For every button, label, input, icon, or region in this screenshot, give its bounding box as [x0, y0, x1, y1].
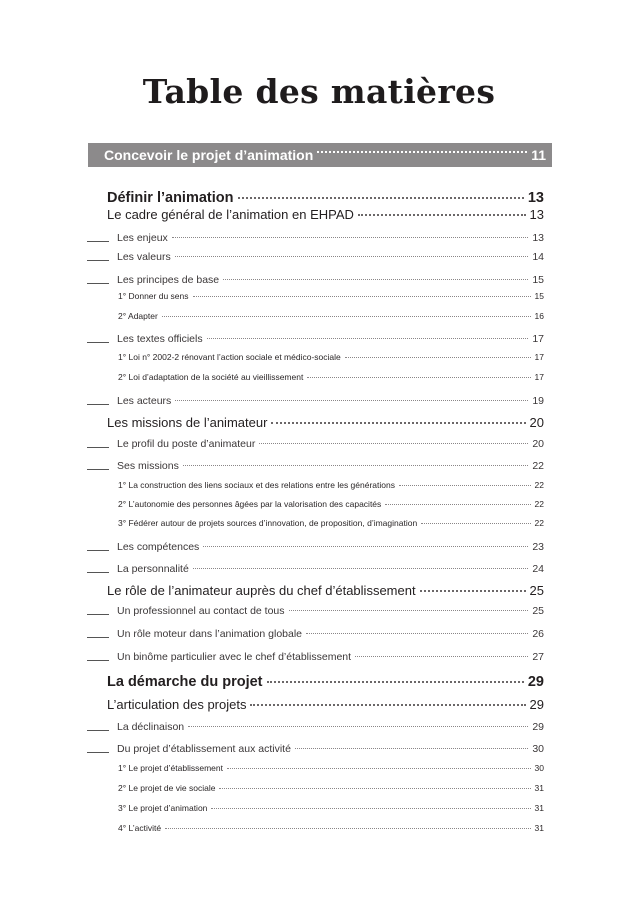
page-title: Table des matières	[142, 72, 496, 111]
toc-entry-label: 2° Loi d’adaptation de la société au vieillissement	[118, 372, 304, 382]
toc-entry-sub[interactable]	[117, 743, 544, 755]
dot-leader	[207, 338, 529, 339]
toc-entry-label: Les enjeux	[117, 232, 168, 244]
entry-dash	[87, 660, 109, 661]
dot-leader	[175, 256, 529, 257]
entry-dash	[87, 447, 109, 448]
dot-leader	[358, 214, 526, 216]
toc-entry-page-number: 13	[529, 207, 544, 222]
toc-entry-page-number: 24	[532, 563, 544, 575]
toc-entry-sub[interactable]	[117, 721, 544, 733]
toc-entry-sub[interactable]	[117, 438, 544, 450]
toc-entry-sub[interactable]	[117, 563, 544, 575]
toc-entry-pt[interactable]	[118, 499, 544, 509]
toc-entry-page-number: 22	[534, 480, 544, 490]
dot-leader	[295, 748, 528, 749]
dot-leader	[193, 568, 529, 569]
dot-leader	[385, 504, 530, 505]
toc-entry-sec[interactable]	[107, 207, 544, 222]
dot-leader	[223, 279, 528, 280]
toc-entry-label: Le profil du poste d’animateur	[117, 438, 256, 450]
toc-entry-sub[interactable]	[117, 651, 544, 663]
toc-entry-label: Les textes officiels	[117, 333, 203, 345]
toc-entry-sec[interactable]	[107, 415, 544, 430]
toc-entry-label: 2° L’autonomie des personnes âgées par la valorisation des capacités	[118, 499, 382, 509]
toc-entry-pt[interactable]	[118, 823, 544, 833]
toc-entry-page-number: 16	[534, 311, 544, 321]
entry-dash	[87, 260, 109, 261]
toc-entry-page-number: 29	[527, 674, 544, 690]
toc-entry-page-number: 13	[527, 190, 544, 206]
toc-entry-sub[interactable]	[117, 232, 544, 244]
entry-dash	[87, 283, 109, 284]
dot-leader	[175, 400, 528, 401]
toc-entry-label: Les compétences	[117, 541, 200, 553]
toc-entry-label: Un rôle moteur dans l’animation globale	[117, 628, 303, 640]
toc-entry-page-number: 27	[532, 651, 544, 663]
toc-entry-sub[interactable]	[117, 395, 544, 407]
entry-dash	[87, 730, 109, 731]
toc-entry-label: Les acteurs	[117, 395, 172, 407]
toc-entry-page-number: 17	[534, 372, 544, 382]
toc-entry-label: L’articulation des projets	[107, 697, 247, 712]
toc-entry-label: 3° Fédérer autour de projets sources d’innovation, de proposition, d’imagination	[118, 518, 418, 528]
dot-leader	[227, 768, 531, 769]
dot-leader	[259, 443, 528, 444]
toc-entry-page-number: 25	[532, 605, 544, 617]
toc-entry-label: Les valeurs	[117, 251, 171, 263]
toc-entry-page-number: 17	[534, 352, 544, 362]
dot-leader	[172, 237, 529, 238]
entry-dash	[87, 637, 109, 638]
toc-entry-label: Le rôle de l’animateur auprès du chef d’établissement	[107, 583, 416, 598]
toc-entry-page-number: 14	[532, 251, 544, 263]
toc-entry-page-number: 22	[532, 460, 544, 472]
toc-entry-label: La personnalité	[117, 563, 189, 575]
dot-leader	[267, 681, 524, 683]
dot-leader	[355, 656, 528, 657]
toc-entry-sub[interactable]	[117, 333, 544, 345]
toc-entry-page-number: 19	[532, 395, 544, 407]
dot-leader	[399, 485, 531, 486]
entry-dash	[87, 342, 109, 343]
toc-entry-label: Du projet d’établissement aux activité	[117, 743, 291, 755]
toc-entry-page-number: 13	[532, 232, 544, 244]
toc-entry-label: Un binôme particulier avec le chef d’établissement	[117, 651, 352, 663]
toc-entry-sec[interactable]	[107, 583, 544, 598]
entry-dash	[87, 241, 109, 242]
toc-entry-pt[interactable]	[118, 783, 544, 793]
dot-leader	[219, 788, 530, 789]
dot-leader	[271, 422, 525, 424]
toc-entry-chap[interactable]	[107, 190, 544, 206]
dot-leader	[306, 633, 528, 634]
toc-entry-page-number: 25	[529, 583, 544, 598]
toc-entry-page-number: 31	[534, 783, 544, 793]
toc-entry-label: La démarche du projet	[107, 674, 263, 690]
dot-leader	[188, 726, 528, 727]
toc-entry-sub[interactable]	[117, 274, 544, 286]
toc-entry-pt[interactable]	[118, 291, 544, 301]
toc-entry-label: Les missions de l’animateur	[107, 415, 268, 430]
toc-entry-label: 4° L’activité	[118, 823, 162, 833]
toc-entry-label: 1° Donner du sens	[118, 291, 189, 301]
toc-entry-pt[interactable]	[118, 803, 544, 813]
entry-dash	[87, 469, 109, 470]
entry-dash	[87, 614, 109, 615]
dot-leader	[250, 704, 525, 706]
toc-entry-page-number: 30	[534, 763, 544, 773]
toc-entry-sub[interactable]	[117, 460, 544, 472]
toc-entry-page-number: 26	[532, 628, 544, 640]
toc-entry-page-number: 15	[534, 291, 544, 301]
toc-entry-page-number: 22	[534, 518, 544, 528]
toc-entry-label: Un professionnel au contact de tous	[117, 605, 285, 617]
toc-entry-page-number: 31	[534, 803, 544, 813]
toc-entry-label: 1° Loi n° 2002-2 rénovant l’action sociale et médico-sociale	[118, 352, 341, 362]
dot-leader	[203, 546, 528, 547]
dot-leader	[307, 377, 530, 378]
toc-entry-label: Le cadre général de l’animation en EHPAD	[107, 207, 354, 222]
toc-entry-pt[interactable]	[118, 518, 544, 528]
toc-entry-page-number: 22	[534, 499, 544, 509]
toc-entry-label: 2° Adapter	[118, 311, 158, 321]
entry-dash	[87, 404, 109, 405]
toc-entry-page-number: 31	[534, 823, 544, 833]
toc-entry-page-number: 15	[532, 274, 544, 286]
toc-entry-label: Ses missions	[117, 460, 179, 472]
toc-entry-label: Définir l’animation	[107, 190, 234, 206]
entry-dash	[87, 572, 109, 573]
dot-leader	[193, 296, 531, 297]
dot-leader	[421, 523, 530, 524]
toc-entry-label: Les principes de base	[117, 274, 220, 286]
toc-entry-pt[interactable]	[118, 352, 544, 362]
dot-leader	[211, 808, 530, 809]
toc-entry-page-number: 29	[529, 697, 544, 712]
toc-entry-sub[interactable]	[117, 605, 544, 617]
toc-entry-chap[interactable]	[107, 674, 544, 690]
toc-entry-label: La déclinaison	[117, 721, 185, 733]
toc-entry-page-number: 23	[532, 541, 544, 553]
toc-entry-sub[interactable]	[117, 541, 544, 553]
part-banner[interactable]	[88, 143, 552, 167]
dot-leader	[317, 151, 527, 153]
toc-entry-sec[interactable]	[107, 697, 544, 712]
toc-entry-pt[interactable]	[118, 763, 544, 773]
entry-dash	[87, 550, 109, 551]
dot-leader	[345, 357, 531, 358]
toc-entry-label: 2° Le projet de vie sociale	[118, 783, 216, 793]
toc-entry-pt[interactable]	[118, 372, 544, 382]
dot-leader	[165, 828, 530, 829]
toc-entry-sub[interactable]	[117, 628, 544, 640]
entry-dash	[87, 752, 109, 753]
toc-entry-page-number: 29	[532, 721, 544, 733]
part-label: Concevoir le projet d’animation	[104, 147, 314, 163]
toc-entry-label: 1° La construction des liens sociaux et des relations entre les générations	[118, 480, 395, 490]
dot-leader	[420, 590, 526, 592]
toc-entry-pt[interactable]	[118, 311, 544, 321]
toc-entry-sub[interactable]	[117, 251, 544, 263]
toc-entry-label: 1° Le projet d’établissement	[118, 763, 223, 773]
toc-entry-page-number: 17	[532, 333, 544, 345]
dot-leader	[183, 465, 528, 466]
toc-entry-label: 3° Le projet d’animation	[118, 803, 208, 813]
toc-entry-page-number: 20	[532, 438, 544, 450]
dot-leader	[238, 197, 524, 199]
dot-leader	[289, 610, 529, 611]
part-page-number: 11	[531, 147, 546, 163]
toc-entry-page-number: 30	[532, 743, 544, 755]
dot-leader	[162, 316, 531, 317]
toc-entry-page-number: 20	[529, 415, 544, 430]
toc-entry-pt[interactable]	[118, 480, 544, 490]
